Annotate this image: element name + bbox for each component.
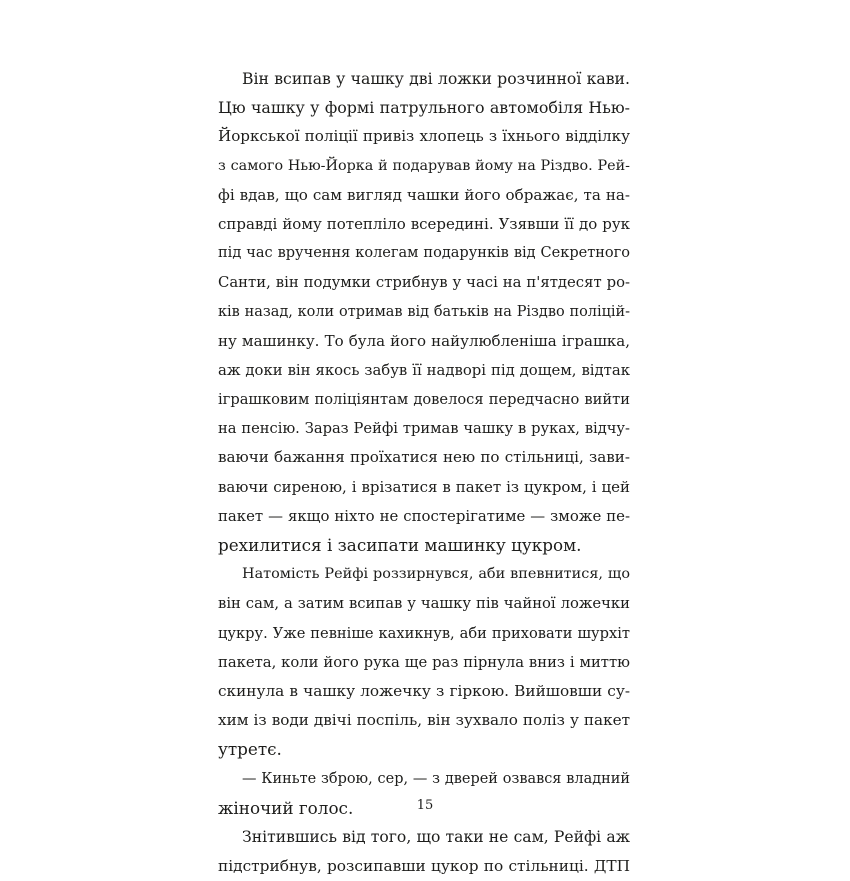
text-line: ваючи сиреною, і врізатися в пакет із цукром, і цей	[218, 477, 630, 496]
text-line: жіночий голос.	[218, 797, 354, 818]
text-line: Знітившись від того, що таки не сам, Рейфі аж	[242, 827, 630, 846]
text-line: з самого Нью-Йорка й подарував йому на Різдво. Рей-	[218, 157, 630, 174]
text-line: ків назад, коли отримав від батьків на Різдво поліцій-	[218, 303, 630, 320]
text-line: — Киньте зброю, сер, — з дверей озвався владний	[242, 770, 630, 787]
text-line: на пенсію. Зараз Рейфі тримав чашку в руках, відчу-	[218, 420, 630, 438]
text-line: пакета, коли його рука ще раз пірнула вниз і миттю	[218, 653, 630, 671]
text-line: підстрибнув, розсипавши цукор по стільниці. ДТП	[218, 857, 630, 876]
text-line: Натомість Рейфі роззирнувся, аби впевнитися, що	[242, 566, 630, 583]
text-line: Цю чашку у формі патрульного автомобіля Нью-	[218, 98, 630, 118]
text-line: Йоркської поліції привіз хлопець з їхнього відділку	[218, 127, 630, 146]
text-line: Санти, він подумки стрибнув у часі на п'ятдесят ро-	[218, 274, 630, 292]
text-line: справді йому потепліло всередині. Узявши її до рук	[218, 214, 630, 233]
text-line: ваючи бажання проїхатися нею по стільниці, зави-	[218, 448, 630, 467]
book-page-text	[218, 64, 630, 881]
text-line: Він всипав у чашку дві ложки розчинної кави.	[242, 69, 630, 88]
text-line: цукру. Уже певніше кахикнув, аби приховати шурхіт	[218, 624, 630, 642]
text-line: аж доки він якось забув її надворі під дощем, відтак	[218, 361, 630, 379]
text-line: він сам, а затим всипав у чашку пів чайної ложечки	[218, 595, 630, 613]
text-line: фі вдав, що сам вигляд чашки його ображає, та на-	[218, 185, 630, 204]
page-number: 15	[416, 798, 434, 813]
text-line: хим із води двічі поспіль, він зухвало поліз у пакет	[218, 711, 630, 730]
text-line: під час вручення колегам подарунків від Секретного	[218, 245, 630, 262]
text-line: іграшковим поліціянтам довелося передчасно вийти	[218, 391, 630, 409]
text-line: скинула в чашку ложечку з гіркою. Вийшовши су-	[218, 681, 630, 700]
text-line: пакет — якщо ніхто не спостерігатиме — зможе пе-	[218, 506, 630, 525]
text-line: рехилитися і засипати машинку цукром.	[218, 535, 582, 555]
text-line: утретє.	[218, 739, 282, 760]
text-line: ну машинку. То була його найулюбленіша іграшка,	[218, 331, 630, 350]
